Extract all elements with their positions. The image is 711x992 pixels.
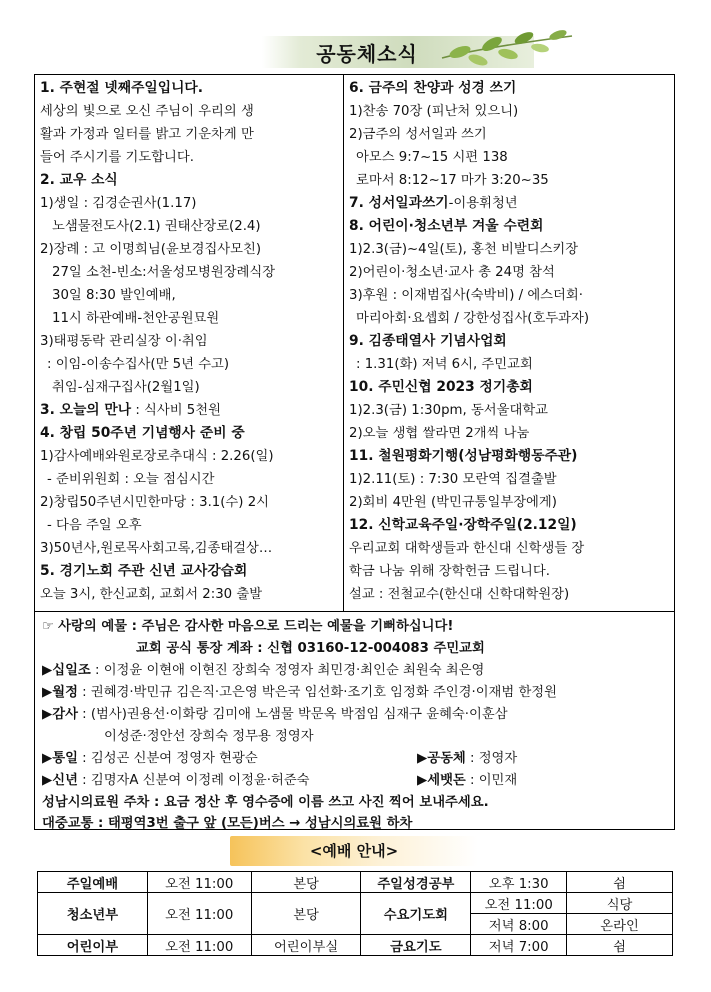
monthly-line <box>42 681 557 700</box>
unification-names: : 김성곤 신분여 정영자 현광순 <box>77 751 258 766</box>
news-line: - 준비위원회 : 오늘 점심시간 <box>47 472 215 487</box>
news-line: 6. 금주의 찬양과 성경 쓰기 <box>349 80 517 96</box>
thanks-line <box>42 703 508 722</box>
newyear-line <box>42 769 310 788</box>
worship-title: <예배 안내> <box>309 842 399 860</box>
account-text: 교회 공식 통장 계좌 : 신협 03160-12-004083 주민교회 <box>136 641 485 656</box>
news-line: 2)오늘 생협 쌀라면 2개씩 나눔 <box>349 426 530 441</box>
news-line: 7. 성서일과쓰기-이용휘청년 <box>349 195 518 211</box>
page-title: 공동체소식 <box>316 42 418 66</box>
news-line: 1)2.3(금)~4일(토), 홍천 비발디스키장 <box>349 242 579 257</box>
news-line: 11. 철원평화기행(성남평화행동주관) <box>349 448 578 464</box>
news-line: 1)2.3(금) 1:30pm, 동서울대학교 <box>349 403 549 418</box>
program-time-cell: 저녁 8:00 <box>471 914 567 935</box>
account-line <box>136 637 485 656</box>
left-news-column <box>40 77 340 606</box>
community-line <box>417 747 517 766</box>
place-cell: 어린이부실 <box>251 935 361 956</box>
news-line: - 다음 주일 오후 <box>47 518 142 533</box>
thanks-names: : (범사)권용선·이화랑 김미애 노샘물 박문옥 박점임 심재구 윤혜숙·이훈삼 <box>77 707 508 722</box>
news-line: 2. 교우 소식 <box>40 172 118 188</box>
table-row <box>38 872 673 893</box>
news-line: 3)태평동락 관리실장 이·취임 <box>40 334 208 349</box>
news-line: 10. 주민신협 2023 정기총회 <box>349 379 533 395</box>
news-line: 취임-심재구집사(2월1일) <box>52 380 200 395</box>
monthly-names: : 권혜경·박민규 김은직·고은영 박은국 임선화·조기호 임정화 주인경·이재범 한정원 <box>77 685 557 700</box>
news-line: 노샘물전도사(2.1) 권태산장로(2.4) <box>52 219 261 234</box>
news-line: 설교 : 전철교수(한신대 신학대학원장) <box>349 587 570 602</box>
place-cell: 본당 <box>251 872 361 893</box>
program-time-cell: 오후 1:30 <box>471 872 567 893</box>
community-label: ▶공동체 <box>417 751 466 766</box>
program-place-cell: 쉼 <box>567 935 673 956</box>
news-line: : 이임-이송수집사(만 5년 수고) <box>47 357 230 372</box>
newyear-gift-line <box>417 769 517 788</box>
program-cell: 수요기도회 <box>361 893 471 935</box>
worship-schedule-table <box>37 871 673 956</box>
newyear-gift-label: ▶세뱃돈 <box>417 773 466 788</box>
news-line: 4. 창립 50주년 기념행사 준비 중 <box>40 425 245 441</box>
unification-line <box>42 747 258 766</box>
dept-cell: 청소년부 <box>38 893 148 935</box>
news-line: 마리아회·요셉회 / 강한성집사(호두과자) <box>356 311 590 326</box>
news-line: 세상의 빛으로 오신 주님이 우리의 생 <box>40 104 254 119</box>
newyear-gift-names: : 이민재 <box>465 773 518 788</box>
transit-text: 대중교통 : 태평역3번 출구 앞 (모든)버스 → 성남시의료원 하차 <box>42 816 413 831</box>
news-line: 1. 주현절 넷째주일입니다. <box>40 80 203 96</box>
offering-label: 사랑의 예물 <box>58 619 128 634</box>
news-line: 학금 나눔 위해 장학헌금 드립니다. <box>349 564 550 579</box>
newyear-names: : 김명자A 신분여 이정례 이정윤·허준숙 <box>77 773 310 788</box>
news-line: 5. 경기노회 주관 신년 교사강습회 <box>40 563 248 579</box>
monthly-label: ▶월정 <box>42 685 78 700</box>
community-names: : 정영자 <box>465 751 518 766</box>
news-line: 3)후원 : 이재범집사(숙박비) / 에스더회· <box>349 288 583 303</box>
news-line: 1)생일 : 김경순권사(1.17) <box>40 196 197 211</box>
thanks-line-2 <box>104 725 314 744</box>
dept-cell: 주일예배 <box>38 872 148 893</box>
dept-cell: 어린이부 <box>38 935 148 956</box>
tithe-label: ▶십일조 <box>42 663 91 678</box>
news-line: 3)50년사,원로목사회고록,김종태걸상… <box>40 541 273 556</box>
time-cell: 오전 11:00 <box>147 872 251 893</box>
news-line: 2)창립50주년시민한마당 : 3.1(수) 2시 <box>40 495 270 510</box>
column-divider <box>343 74 344 612</box>
program-place-cell: 온라인 <box>567 914 673 935</box>
news-line: 1)2.11(토) : 7:30 모란역 집결출발 <box>349 472 557 487</box>
news-line: 로마서 8:12~17 마가 3:20~35 <box>356 173 549 188</box>
news-line: 9. 김종태열사 기념사업회 <box>349 333 507 349</box>
parking-line <box>42 791 489 810</box>
tithe-line <box>42 659 484 678</box>
program-place-cell: 식당 <box>567 893 673 914</box>
news-line: 우리교회 대학생들과 한신대 신학생들 장 <box>349 541 585 556</box>
news-line: 활과 가정과 일터를 밝고 기운차게 만 <box>40 127 254 142</box>
table-row <box>38 935 673 956</box>
program-time-cell: 저녁 7:00 <box>471 935 567 956</box>
unification-label: ▶통일 <box>42 751 78 766</box>
right-news-column <box>349 77 671 606</box>
time-cell: 오전 11:00 <box>147 935 251 956</box>
news-line: 1)감사예배와원로장로추대식 : 2.26(일) <box>40 449 274 464</box>
news-line: : 1.31(화) 저녁 6시, 주민교회 <box>356 357 533 372</box>
news-line: 2)회비 4만원 (박민규통일부장에게) <box>349 495 557 510</box>
news-line: 27일 소천-빈소:서울성모병원장례식장 <box>52 265 276 280</box>
news-line: 2)어린이·청소년·교사 총 24명 참석 <box>349 265 555 280</box>
tithe-names: : 이정윤 이현애 이현진 장희숙 정영자 최민경·최인순 최원숙 최은영 <box>90 663 485 678</box>
news-line: 아모스 9:7~15 시편 138 <box>356 150 508 165</box>
news-line: 1)찬송 70장 (피난처 있으니) <box>349 104 519 119</box>
table-row <box>38 893 673 914</box>
program-cell: 주일성경공부 <box>361 872 471 893</box>
program-place-cell: 쉼 <box>567 872 673 893</box>
news-line: 11시 하관예배-천안공원묘원 <box>52 311 220 326</box>
program-cell: 금요기도 <box>361 935 471 956</box>
offering-line <box>42 615 453 634</box>
thanks-label: ▶감사 <box>42 707 78 722</box>
news-line: 2)금주의 성서일과 쓰기 <box>349 127 487 142</box>
parking-text: 성남시의료원 주차 : 요금 정산 후 영수증에 이름 쓰고 사진 찍어 보내주세요. <box>42 795 489 810</box>
program-time-cell: 오전 11:00 <box>471 893 567 914</box>
news-line: 들어 주시기를 기도합니다. <box>40 150 194 165</box>
news-line: 3. 오늘의 만나 : 식사비 5천원 <box>40 402 221 418</box>
news-line: 12. 신학교육주일·장학주일(2.12일) <box>349 517 577 533</box>
leaves-decoration-icon <box>440 28 575 72</box>
news-line: 오늘 3시, 한신교회, 교회서 2:30 출발 <box>40 587 263 602</box>
transit-line <box>42 812 412 831</box>
place-cell: 본당 <box>251 893 361 935</box>
news-line: 30일 8:30 발인예배, <box>52 288 176 303</box>
news-line: 8. 어린이·청소년부 겨울 수련회 <box>349 218 544 234</box>
newyear-label: ▶신년 <box>42 773 78 788</box>
thanks-names-2: 이성준·정안선 장희숙 정무용 정영자 <box>104 729 314 744</box>
news-line: 2)장례 : 고 이명희님(윤보경집사모친) <box>40 242 262 257</box>
time-cell: 오전 11:00 <box>147 893 251 935</box>
offering-text: : 주님은 감사한 마음으로 드리는 예물을 기뻐하십니다! <box>127 619 454 634</box>
hand-pointer-icon: ☞ <box>42 619 54 634</box>
